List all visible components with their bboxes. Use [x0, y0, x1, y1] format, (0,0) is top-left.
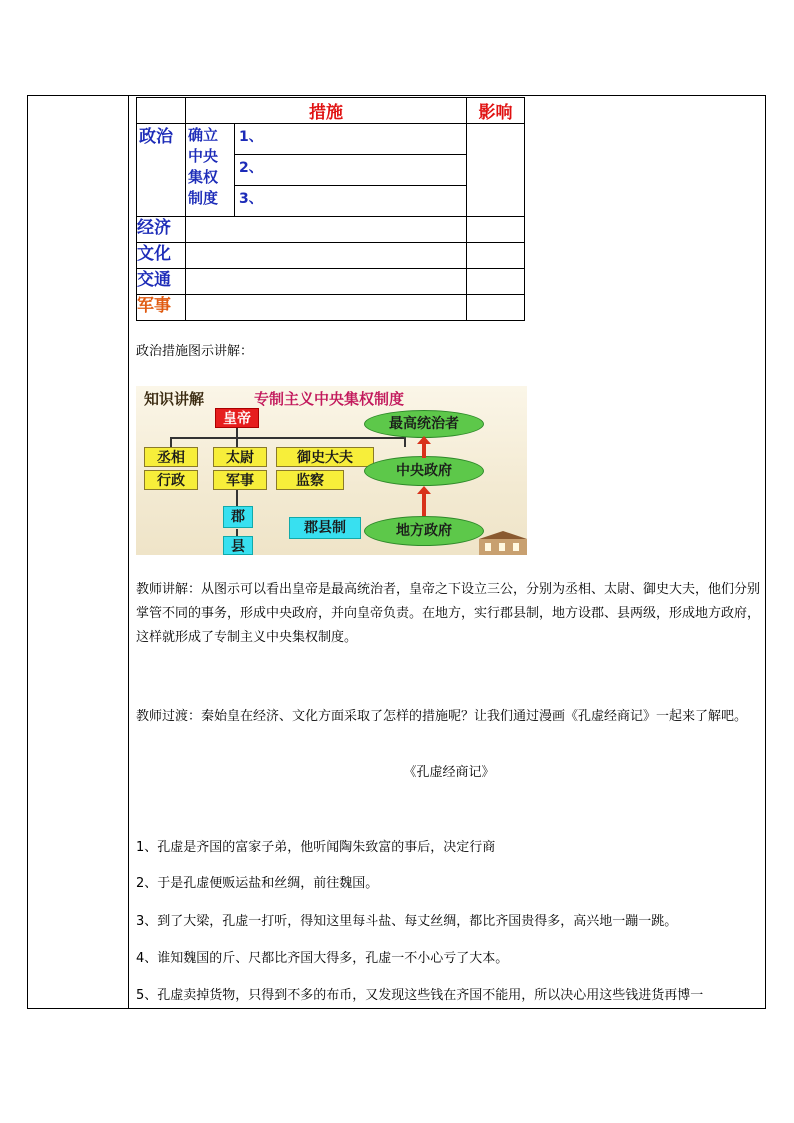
comic-title: 《孔虚经商记》 [403, 765, 495, 780]
supreme-ruler-ellipse: 最高统治者 [364, 410, 484, 438]
measure-item-3: 3、 [235, 186, 467, 217]
measures-table [136, 97, 525, 321]
story-line-1: 1、孔虚是齐国的富家子弟，他听闻陶朱致富的事后，决定行商 [136, 840, 496, 855]
frame-column-divider [128, 95, 129, 1009]
teacher-explanation: 教师讲解：从图示可以看出皇帝是最高统治者，皇帝之下设立三公，分别为丞相、太尉、御史大夫，他们分别掌管不同的事务，形成中央政府，并向皇帝负责。在地方，实行郡县制，地方设郡、县两级，形成地方政府，这样就形成了专制主义中央集权制度。 [136, 582, 761, 645]
story-line-2: 2、于是孔虚便贩运盐和丝绸，前往魏国。 [136, 876, 379, 891]
culture-measure-cell [186, 243, 467, 269]
category-transport: 交通 [137, 269, 186, 295]
connector-line [236, 489, 238, 507]
frame-right-border [765, 95, 766, 1009]
connector-line [170, 437, 172, 447]
politics-subcategory [186, 124, 235, 217]
administration-box: 行政 [144, 470, 198, 490]
category-military: 军事 [137, 295, 186, 321]
category-culture: 文化 [137, 243, 186, 269]
chancellor-box: 丞相 [144, 447, 198, 467]
category-politics: 政治 [137, 124, 186, 217]
connector-line [236, 437, 238, 447]
teacher-transition: 教师过渡：秦始皇在经济、文化方面采取了怎样的措施呢？让我们通过漫画《孔虚经商记》一起来了解吧。 [136, 709, 748, 724]
military-impact-cell [467, 295, 525, 321]
emperor-box: 皇帝 [215, 408, 259, 428]
military-box: 军事 [213, 470, 267, 490]
politics-sub-line: 中央 [188, 147, 219, 165]
connector-line [404, 437, 406, 447]
county-box: 县 [223, 536, 253, 555]
military-measure-cell [186, 295, 467, 321]
diagram-title-left: 知识讲解 [144, 390, 205, 408]
frame-left-border [27, 95, 28, 1009]
transport-impact-cell [467, 269, 525, 295]
connector-line [170, 437, 406, 439]
frame-top-border [27, 95, 766, 96]
story-line-3: 3、到了大梁，孔虚一打听，得知这里每斗盐、每丈丝绸，都比齐国贵得多，高兴地一蹦一跳。 [136, 914, 678, 929]
up-arrow-icon [416, 486, 432, 516]
local-gov-ellipse: 地方政府 [364, 516, 484, 546]
measure-item-2: 2、 [235, 155, 467, 186]
category-economy: 经济 [137, 217, 186, 243]
frame-bottom-border [27, 1008, 766, 1009]
commandery-box: 郡 [223, 506, 253, 528]
centralization-diagram [136, 386, 527, 555]
commandant-box: 太尉 [213, 447, 267, 467]
story-line-4: 4、谁知魏国的斤、尺都比齐国大得多，孔虚一不小心亏了大本。 [136, 951, 509, 966]
system-label-box: 郡县制 [289, 517, 361, 539]
up-arrow-icon [416, 436, 432, 458]
diagram-caption: 政治措施图示讲解： [136, 344, 254, 359]
header-impact: 影响 [467, 98, 525, 124]
measure-item-1: 1、 [235, 124, 467, 155]
diagram-title-right: 专制主义中央集权制度 [254, 390, 405, 408]
economy-measure-cell [186, 217, 467, 243]
header-empty-cell [137, 98, 186, 124]
politics-sub-line: 确立 [188, 126, 219, 144]
censor-box: 御史大夫 [276, 447, 374, 467]
story-line-5: 5、孔虚卖掉货物，只得到不多的布币，又发现这些钱在齐国不能用，所以决心用这些钱进货再博一 [136, 988, 704, 1003]
table-header-row [137, 98, 525, 124]
politics-sub-line: 集权 [188, 168, 219, 186]
economy-impact-cell [467, 217, 525, 243]
culture-impact-cell [467, 243, 525, 269]
central-gov-ellipse: 中央政府 [364, 456, 484, 486]
header-measure: 措施 [186, 98, 467, 124]
politics-sub-line: 制度 [188, 189, 219, 207]
transport-measure-cell [186, 269, 467, 295]
supervision-box: 监察 [276, 470, 344, 490]
building-icon [479, 531, 527, 555]
politics-impact-cell [467, 124, 525, 217]
